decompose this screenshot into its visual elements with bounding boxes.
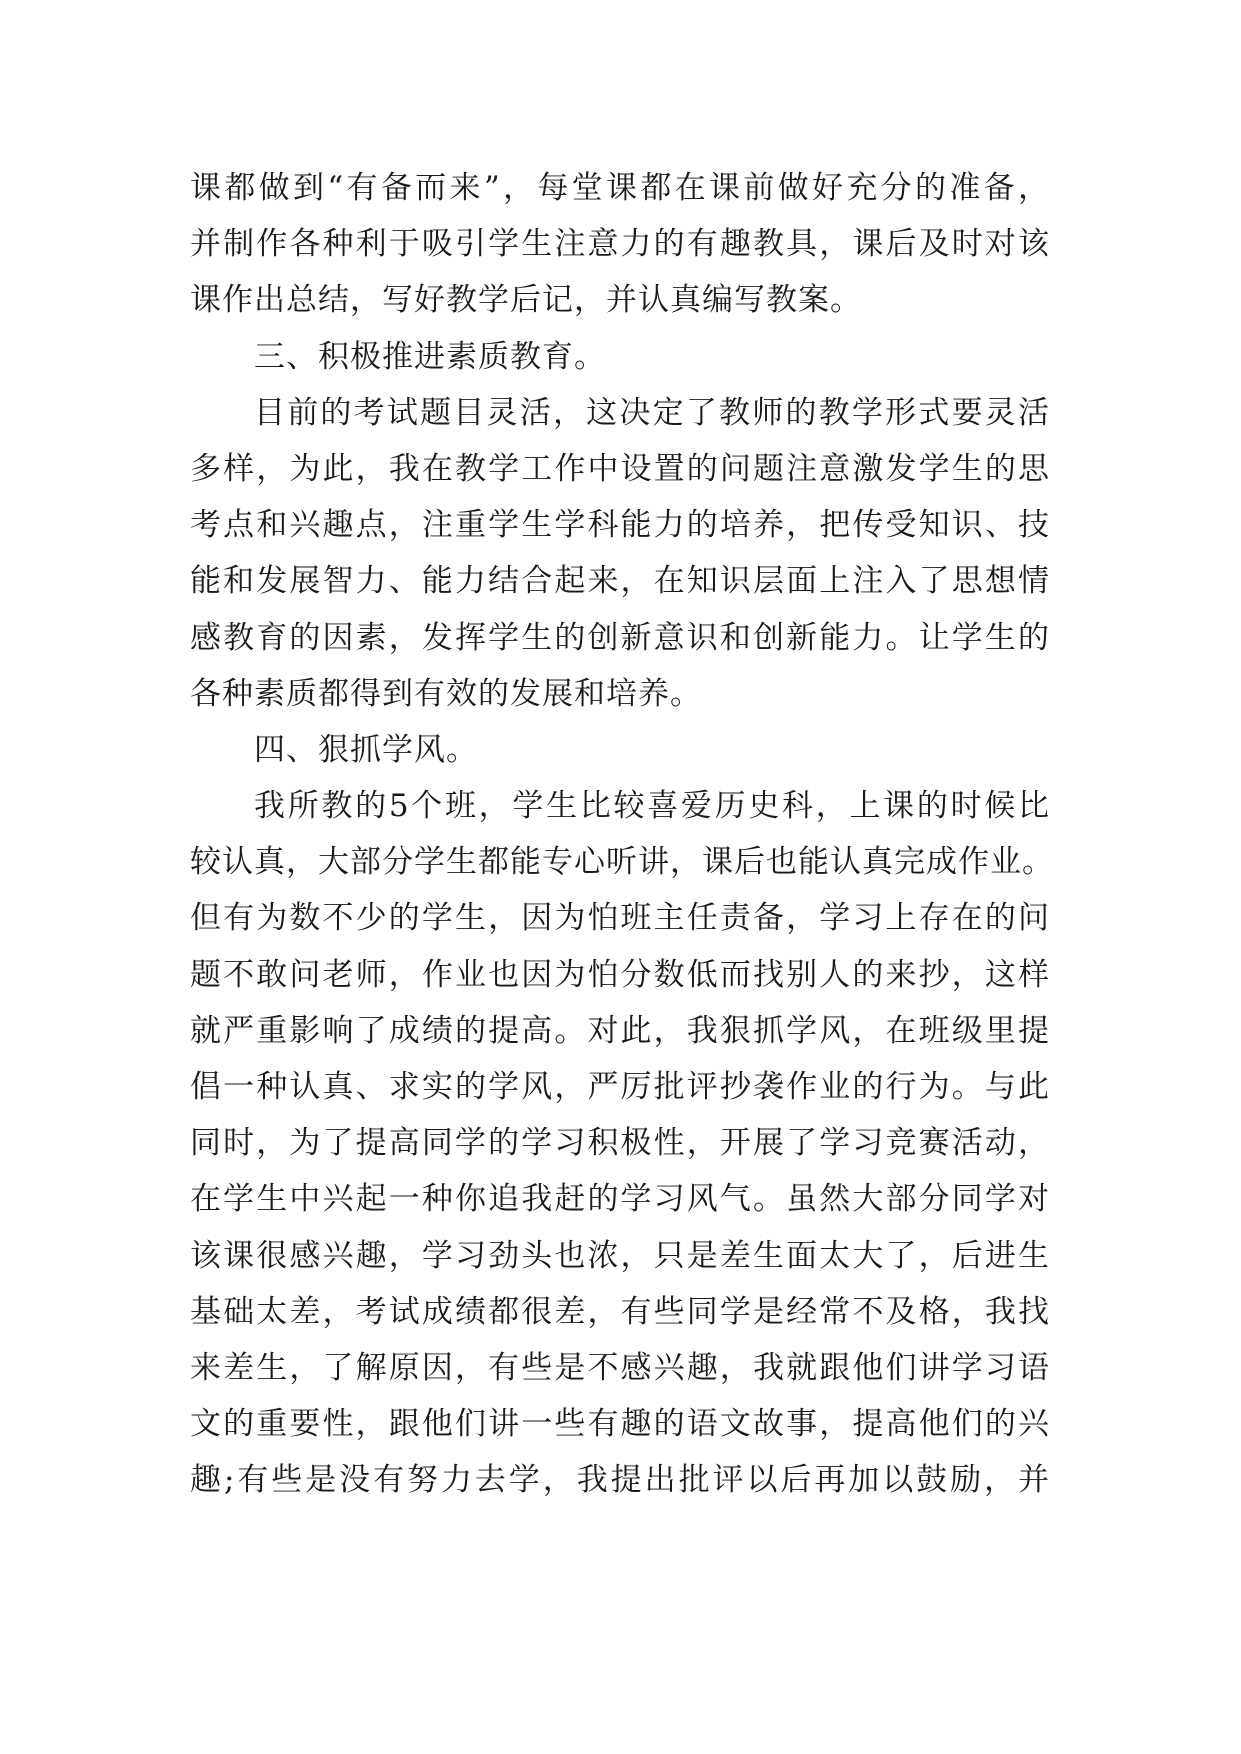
text-line: 倡一种认真、求实的学风，严厉批评抄袭作业的行为。与此 <box>190 1069 1050 1105</box>
text-line: 基础太差，考试成绩都很差，有些同学是经常不及格，我找 <box>190 1293 1050 1330</box>
text-line: 就严重影响了成绩的提高。对此，我狠抓学风，在班级里提 <box>190 1012 1050 1049</box>
text-line: 三、积极推进素质教育。 <box>254 338 606 375</box>
text-line: 能和发展智力、能力结合起来，在知识层面上注入了思想情 <box>190 563 1050 600</box>
text-line: 来差生，了解原因，有些是不感兴趣，我就跟他们讲学习语 <box>190 1349 1050 1386</box>
text-line: 我所教的5个班，学生比较喜爱历史科，上课的时候比 <box>254 788 1050 825</box>
text-line: 文的重要性，跟他们讲一些有趣的语文故事，提高他们的兴 <box>190 1406 1050 1443</box>
text-line: 但有为数不少的学生，因为怕班主任责备，学习上存在的问 <box>190 900 1050 937</box>
text-line: 趣;有些是没有努力去学，我提出批评以后再加以鼓励，并 <box>190 1462 1050 1499</box>
text-line: 同时，为了提高同学的学习积极性，开展了学习竞赛活动， <box>190 1125 1050 1162</box>
text-line: 该课很感兴趣，学习劲头也浓，只是差生面太大了，后进生 <box>190 1237 1050 1274</box>
document-body <box>190 160 1054 1509</box>
text-line: 课都做到“有备而来”，每堂课都在课前做好充分的准备， <box>190 170 1050 206</box>
text-line: 感教育的因素，发挥学生的创新意识和创新能力。让学生的 <box>190 619 1050 656</box>
text-line: 较认真，大部分学生都能专心听讲，课后也能认真完成作业。 <box>190 844 1054 881</box>
text-line: 并制作各种利于吸引学生注意力的有趣教具，课后及时对该 <box>190 226 1050 263</box>
text-line: 课作出总结，写好教学后记，并认真编写教案。 <box>190 282 862 319</box>
text-line: 各种素质都得到有效的发展和培养。 <box>190 675 702 712</box>
text-line: 四、狠抓学风。 <box>254 731 478 768</box>
text-line: 考点和兴趣点，注重学生学科能力的培养，把传受知识、技 <box>190 507 1050 544</box>
text-line: 多样，为此，我在教学工作中设置的问题注意激发学生的思 <box>190 450 1050 487</box>
text-line: 目前的考试题目灵活，这决定了教师的教学形式要灵活 <box>254 394 1050 431</box>
text-line: 题不敢问老师，作业也因为怕分数低而找别人的来抄，这样 <box>190 956 1050 993</box>
text-line: 在学生中兴起一种你追我赶的学习风气。虽然大部分同学对 <box>190 1181 1050 1218</box>
